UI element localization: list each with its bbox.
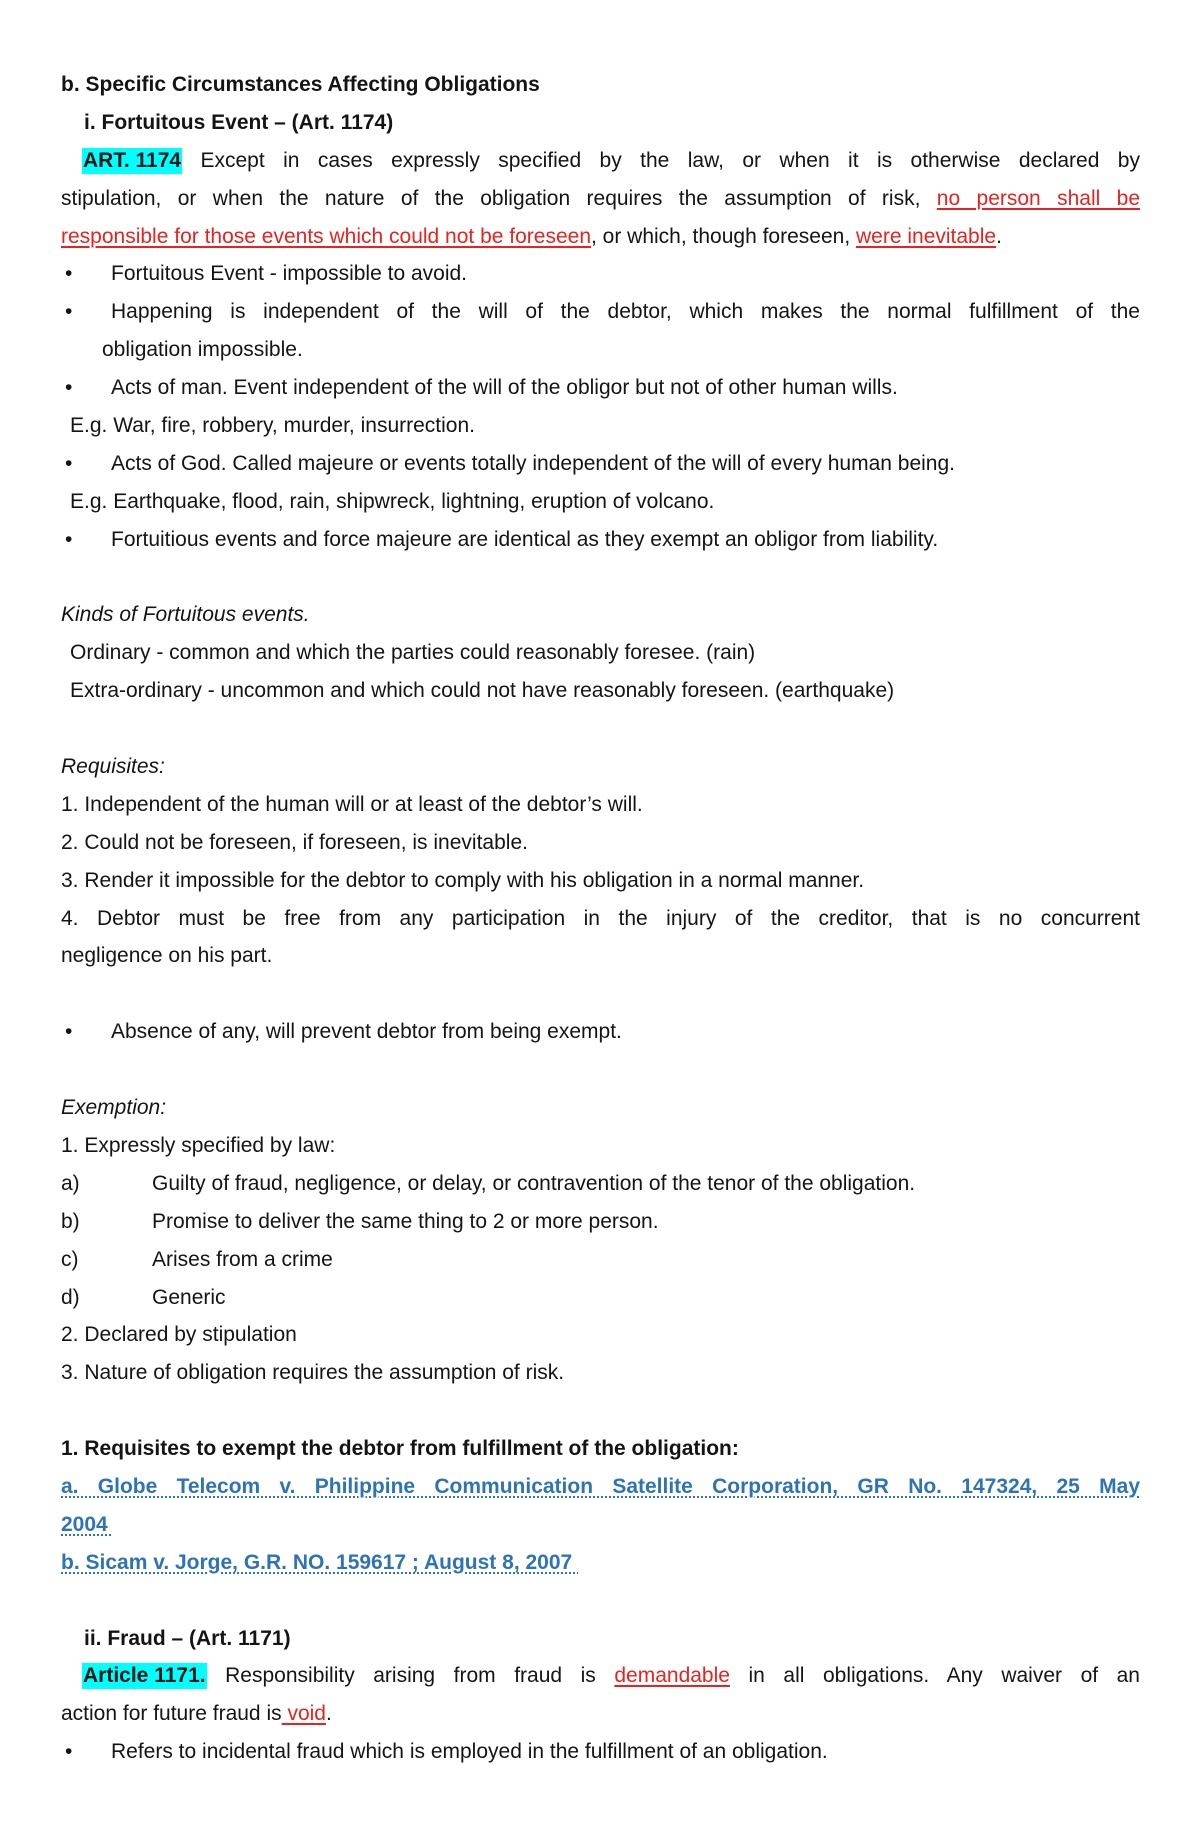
requisite-item: 3. Render it impossible for the debtor to comply with his obligation in a normal manner. xyxy=(61,868,865,892)
section-heading: b. Specific Circumstances Affecting Obligations xyxy=(61,73,540,96)
list-item-text: Acts of God. Called majeure or events totally independent of the will of every human being. xyxy=(111,451,955,475)
bullet-icon: • xyxy=(65,451,73,475)
art-1171-text: action for future fraud is xyxy=(61,1702,282,1726)
requisite-item: 4. Debtor must be free from any participation in the injury of the creditor, that is no concurrent xyxy=(61,906,1140,930)
example-line: E.g. War, fire, robbery, murder, insurrection. xyxy=(70,414,475,438)
exemption-law-item xyxy=(61,1165,1140,1203)
requisite-item: 2. Could not be foreseen, if foreseen, is inevitable. xyxy=(61,830,528,854)
list-item-text: Acts of man. Event independent of the will of the obligor but not of other human wills. xyxy=(111,376,898,400)
case-a-line-1 xyxy=(61,1468,1140,1506)
blank-line xyxy=(61,1392,1140,1430)
bullet-icon: • xyxy=(65,527,73,551)
kind-ordinary: Ordinary - common and which the parties could reasonably foresee. (rain) xyxy=(70,641,756,665)
fraud-title: ii. Fraud – (Art. 1171) xyxy=(84,1626,291,1650)
list-item-text: Absence of any, will prevent debtor from being exempt. xyxy=(111,1020,622,1044)
list-item-text: Fortuitious events and force majeure are identical as they exempt an obligor from liability. xyxy=(111,527,939,551)
art-1174-text: Except in cases expressly specified by the law, or when it is otherwise declared by xyxy=(182,148,1140,172)
exemption-law-item xyxy=(61,1279,1140,1317)
bullet-icon: • xyxy=(65,1740,73,1764)
list-item xyxy=(61,1013,1140,1051)
art-1171-text: Responsibility arising from fraud is xyxy=(206,1664,615,1688)
case-b-link[interactable]: b. Sicam v. Jorge, G.R. NO. 159617 ; August 8, 2007 xyxy=(61,1550,579,1574)
list-item xyxy=(61,445,1140,483)
item-text: Arises from a crime xyxy=(152,1247,333,1271)
item-text: Guilty of fraud, negligence, or delay, or contravention of the tenor of the obligation. xyxy=(152,1171,916,1195)
exemption-law: 1. Expressly specified by law: xyxy=(61,1133,336,1157)
example-line: E.g. Earthquake, flood, rain, shipwreck, lightning, eruption of volcano. xyxy=(70,489,715,513)
blank-line xyxy=(61,710,1140,748)
art-1174-text: , or which, though foreseen, xyxy=(591,224,856,248)
art-1174-emphasis: were inevitable xyxy=(856,224,997,248)
list-item-text: Happening is independent of the will of the debtor, which makes the normal fulfillment of the xyxy=(111,300,1140,324)
art-1174-line-2 xyxy=(61,180,1140,218)
list-item xyxy=(61,293,1140,331)
art-1174-text: stipulation, or when the nature of the obligation requires the assumption of risk, xyxy=(61,186,937,210)
list-item-continuation: obligation impossible. xyxy=(102,338,303,362)
exemption-stipulation: 2. Declared by stipulation xyxy=(61,1323,297,1347)
art-1174-emphasis: responsible for those events which could not be foreseen xyxy=(61,224,591,248)
case-b-line xyxy=(61,1544,1140,1582)
blank-line xyxy=(61,559,1140,597)
art-1174-text: . xyxy=(996,224,1002,248)
cases-heading: 1. Requisites to exempt the debtor from fulfillment of the obligation: xyxy=(61,1437,739,1461)
art-1171-text: . xyxy=(325,1702,332,1726)
art-1171-emphasis: demandable xyxy=(614,1664,730,1688)
exemption-nature: 3. Nature of obligation requires the assumption of risk. xyxy=(61,1361,565,1385)
requisites-heading: Requisites: xyxy=(61,755,165,779)
exemption-law-item xyxy=(61,1203,1140,1241)
list-item xyxy=(61,369,1140,407)
art-1171-line-1 xyxy=(61,1657,1140,1695)
bullet-icon: • xyxy=(65,300,73,324)
art-1171-label: Article 1171. xyxy=(83,1664,206,1688)
case-a-line-2 xyxy=(61,1506,1140,1544)
art-1174-emphasis: no person shall be xyxy=(936,186,1140,210)
bullet-icon: • xyxy=(65,1020,73,1044)
art-1171-emphasis: void xyxy=(281,1702,326,1726)
art-1174-line-3 xyxy=(61,218,1140,256)
item-marker: a) xyxy=(61,1171,80,1195)
item-marker: c) xyxy=(61,1247,79,1271)
list-item xyxy=(61,255,1140,293)
art-1174-label: ART. 1174 xyxy=(83,148,182,172)
case-a-link[interactable]: 2004 xyxy=(61,1512,114,1536)
item-marker: d) xyxy=(61,1285,80,1309)
list-item xyxy=(61,521,1140,559)
blank-line xyxy=(61,1051,1140,1089)
art-1171-line-2 xyxy=(61,1695,1140,1733)
case-a-link[interactable]: a. Globe Telecom v. Philippine Communication Satellite Corporation, GR No. 147324, 25 May xyxy=(61,1474,1140,1498)
document-page xyxy=(61,0,1140,1771)
requisite-item-continuation: negligence on his part. xyxy=(61,944,273,968)
bullet-icon: • xyxy=(65,262,73,286)
art-1174-line-1 xyxy=(61,142,1140,180)
item-marker: b) xyxy=(61,1209,80,1233)
fortuitous-event-title: i. Fortuitous Event – (Art. 1174) xyxy=(84,110,394,134)
art-1171-text: in all obligations. Any waiver of an xyxy=(729,1664,1140,1688)
exemption-law-item xyxy=(61,1241,1140,1279)
bullet-icon: • xyxy=(65,376,73,400)
list-item xyxy=(61,1733,1140,1771)
blank-line xyxy=(61,975,1140,1013)
list-item-text: Refers to incidental fraud which is employed in the fulfillment of an obligation. xyxy=(111,1740,828,1764)
requisite-item: 1. Independent of the human will or at least of the debtor’s will. xyxy=(61,792,643,816)
list-item-text: Fortuitous Event - impossible to avoid. xyxy=(111,262,467,286)
exemption-heading: Exemption: xyxy=(61,1096,167,1120)
kind-extraordinary: Extra-ordinary - uncommon and which could not have reasonably foreseen. (earthquake) xyxy=(70,679,895,703)
item-text: Generic xyxy=(152,1285,226,1309)
item-text: Promise to deliver the same thing to 2 or more person. xyxy=(152,1209,659,1233)
kinds-heading: Kinds of Fortuitous events. xyxy=(61,603,310,627)
blank-line xyxy=(61,1582,1140,1620)
